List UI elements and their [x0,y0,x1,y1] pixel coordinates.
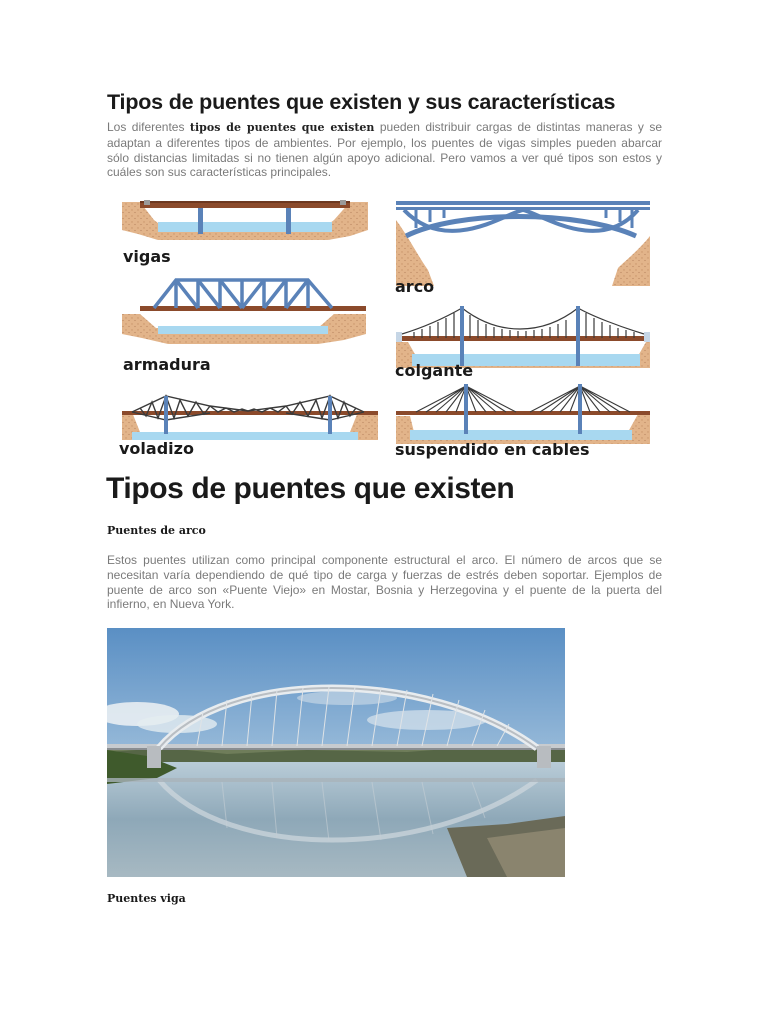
label-armadura: armadura [123,355,211,374]
label-arco: arco [395,277,435,296]
suspendido-bridge-illustration [396,384,650,444]
voladizo-bridge-illustration [122,396,378,440]
arco-bridge-illustration [396,201,650,286]
arch-bridge-photo [107,628,565,877]
viga-heading: Puentes viga [107,892,186,905]
bridge-types-diagram [118,196,653,460]
page-title: Tipos de puentes que existen y sus características [107,90,616,114]
label-colgante: colgante [395,361,474,380]
colgante-bridge-illustration [396,306,650,368]
intro-text-start: Los diferentes [107,120,190,134]
label-suspendido: suspendido en cables [395,440,590,459]
armadura-bridge-illustration [122,280,366,344]
label-voladizo: voladizo [119,439,194,458]
intro-text-end: pueden distribuir cargas de distintas maneras y se adaptan a diferentes tipos de ambientes. Por ejemplo, los puentes de vigas simples pueden abarcar sólo distancias limitadas si no tienen algún apoyo adicional. Pero vamos a ver qué tipos son estos y cuáles son sus características principales. [107,120,663,180]
label-vigas: vigas [123,247,171,266]
intro-bold-text: tipos de puentes que existen [189,121,375,134]
arco-paragraph: Estos puentes utilizan como principal componente estructural el arco. El número de arcos que se necesitan varía dependiendo de qué tipo de carga y fuerzas de estrés deben soportar. Ejemplos de puente de arco son «Puente Viejo» en Mostar, Bosnia y Herzegovina y el puente de la puerta del infierno, en Nueva York. [107,553,662,612]
arco-heading: Puentes de arco [107,524,206,537]
section-title: Tipos de puentes que existen [106,472,515,505]
intro-paragraph [107,120,662,180]
vigas-bridge-illustration [122,200,368,240]
